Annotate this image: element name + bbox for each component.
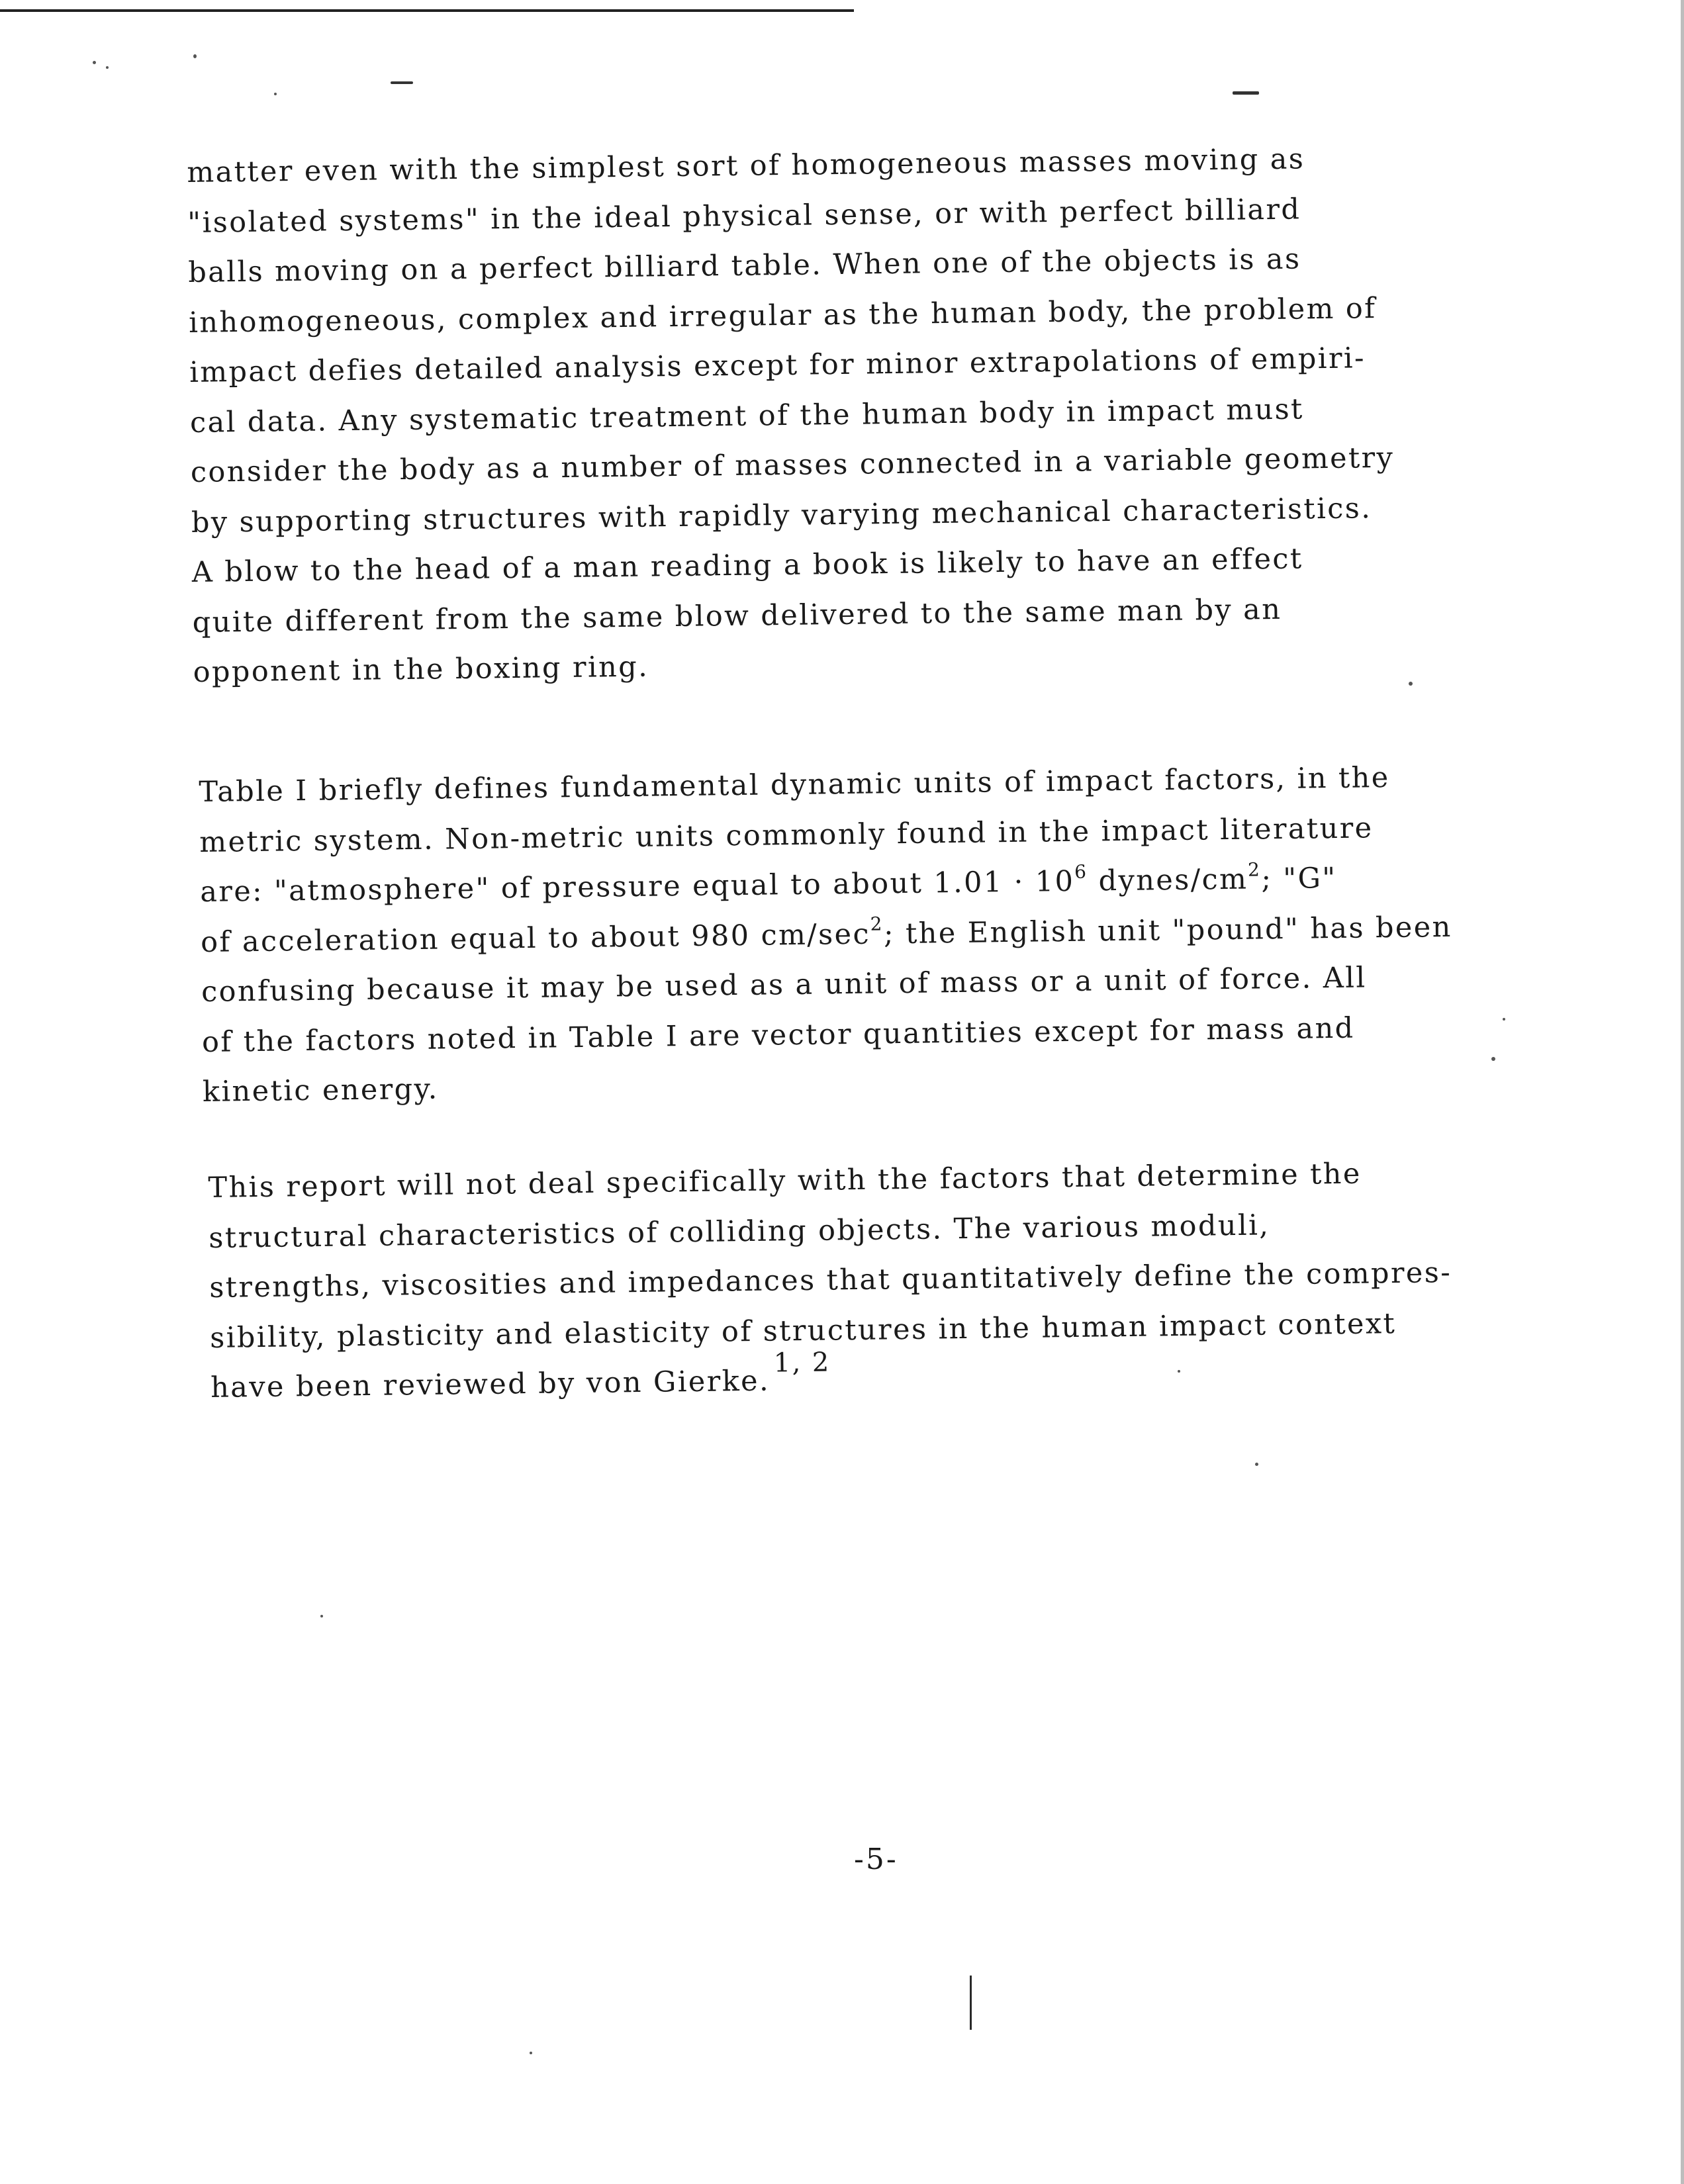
text-line: matter even with the simplest sort of homogeneous masses moving as	[187, 142, 1305, 189]
scan-speck	[1491, 1057, 1495, 1061]
text-line: confusing because it may be used as a unit of mass or a unit of force. All	[201, 961, 1367, 1009]
scan-dash	[391, 81, 413, 84]
body-paragraph-1	[187, 134, 1397, 698]
scan-speck	[320, 1615, 323, 1617]
text-line: quite different from the same blow delivered to the same man by an	[192, 592, 1282, 639]
text-line: Table I briefly defines fundamental dynamic units of impact factors, in the	[199, 761, 1390, 809]
text-line: by supporting structures with rapidly varying mechanical characteristics.	[191, 491, 1372, 539]
body-paragraph-3	[208, 1148, 1453, 1414]
text-line: This report will not deal specifically with the factors that determine the	[208, 1157, 1362, 1205]
superscript: 6	[1074, 860, 1088, 883]
text-line: sibility, plasticity and elasticity of structures in the human impact context	[209, 1306, 1397, 1355]
citation-reference: 1, 2	[773, 1347, 831, 1379]
text-segment: ; "G"	[1261, 862, 1337, 896]
scan-dash	[1233, 91, 1259, 95]
text-segment: dynes/cm	[1088, 862, 1248, 898]
text-line: impact defies detailed analysis except for minor extrapolations of empiri-	[189, 341, 1366, 389]
text-line: metric system. Non-metric units commonly found in the impact literature	[199, 811, 1374, 859]
top-scan-rule	[0, 9, 854, 12]
superscript: 2	[870, 913, 884, 935]
text-line: cal data. Any systematic treatment of the human body in impact must	[189, 392, 1304, 439]
bottom-scan-mark	[970, 1976, 972, 2030]
text-line: "isolated systems" in the ideal physical sense, or with perfect billiard	[187, 192, 1301, 240]
text-line: opponent in the boxing ring.	[193, 650, 649, 689]
page-right-edge	[1681, 0, 1684, 2184]
scan-speck	[1409, 682, 1413, 686]
scan-speck	[274, 93, 277, 95]
text-line: of the factors noted in Table I are vector quantities except for mass and	[201, 1011, 1355, 1059]
scan-speck	[1255, 1463, 1258, 1466]
body-paragraph-2	[199, 752, 1454, 1118]
text-segment: of acceleration equal to about 980 cm/sec	[200, 917, 871, 959]
text-line: consider the body as a number of masses connected in a variable geometry	[190, 441, 1395, 489]
scan-speck	[1503, 1018, 1505, 1021]
text-line: kinetic energy.	[202, 1072, 439, 1109]
scan-speck	[106, 66, 109, 69]
superscript: 2	[1247, 858, 1262, 881]
text-segment: are: "atmosphere" of pressure equal to about 1.01 · 10	[199, 864, 1075, 909]
scan-speck	[193, 54, 197, 58]
scan-speck	[530, 2052, 532, 2054]
text-line: inhomogeneous, complex and irregular as the human body, the problem of	[188, 291, 1377, 340]
page-number: -5-	[854, 1843, 898, 1876]
text-segment: ; the English unit "pound" has been	[883, 910, 1452, 950]
text-line: A blow to the head of a man reading a book is likely to have an effect	[191, 542, 1303, 589]
scan-speck	[93, 61, 96, 64]
text-line: strengths, viscosities and impedances that quantitatively define the compres-	[209, 1256, 1452, 1304]
text-line: structural characteristics of colliding objects. The various moduli,	[209, 1208, 1270, 1255]
text-segment: have been reviewed by von Gierke.	[210, 1364, 771, 1404]
text-line: balls moving on a perfect billiard table. When one of the objects is as	[187, 242, 1301, 289]
